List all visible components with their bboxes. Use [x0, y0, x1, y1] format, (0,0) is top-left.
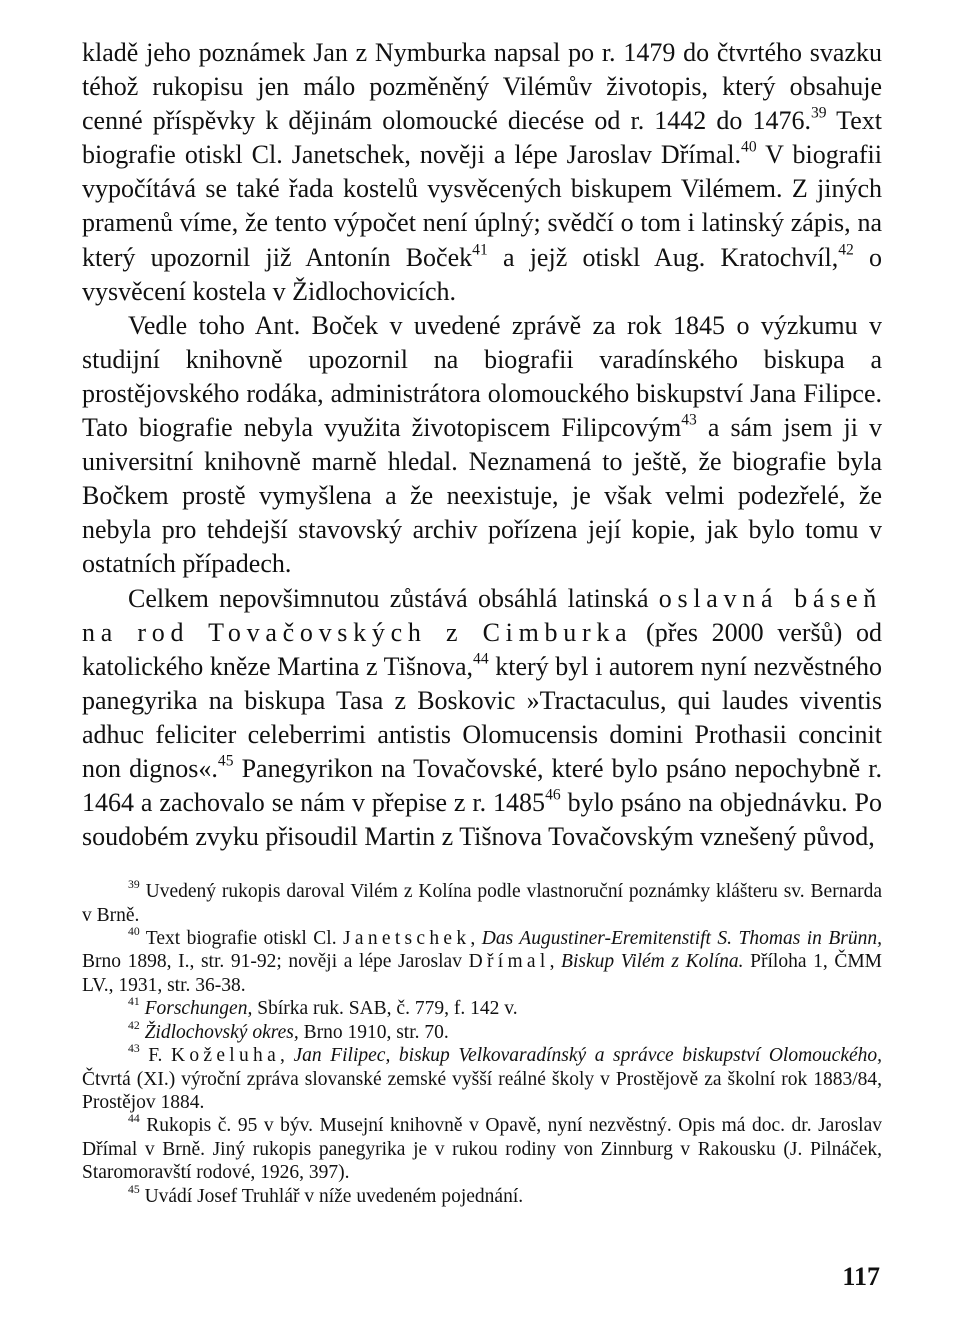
text-run: Vedle toho Ant. Boček v uvedené zprávě za rok 1845 o výzkumu v studijní knihovně upozornil na biografii varadínského biskupa a prostějovského rodáka, administrátora olomouckého biskupství Jana Filipce. Tato biografie nebyla využita životopiscem Filipcovým [82, 310, 882, 443]
main-text [82, 36, 882, 854]
footnote-separator [82, 854, 882, 880]
text-run: (přes 2000 veršů) od katolického kněze Martina z Tišnova, [82, 617, 882, 681]
paragraph [82, 36, 882, 309]
text-run: Příloha 1, ČMM LV., 1931, str. 36-38. [82, 951, 883, 996]
spaced-text: oslavná báseň na rod Tovačovských z Cimburka [82, 583, 883, 647]
text-run: Brno 1898, I., str. 91-92; nověji a lépe Jaroslav [82, 951, 469, 973]
text-run: Brno 1910, str. 70. [298, 1021, 449, 1043]
footnote-reference: 41 [472, 240, 488, 258]
text-run: Text biografie otiskl Cl. Janetschek, nověji a lépe Jaroslav Dřímal. [82, 106, 882, 170]
footnote-number: 42 [128, 1018, 140, 1032]
footnote-number: 40 [128, 925, 140, 939]
text-run: a sám jsem ji v universitní knihovně marně hledal. Neznamená to ještě, že biografie byla Bočkem prostě vymyšlena a že neexistuje, je však velmi podezřelé, že nebyla pro tehdejší stavovský archiv pořízena její kopie, jak bylo tomu v ostatních případech. [82, 413, 882, 579]
text-run: Panegyrikon na Tovačovské, které bylo psáno nepochybně r. 1464 a zachovalo se nám v přepise z r. 1485 [82, 753, 882, 818]
footnote [82, 1114, 882, 1184]
footnote-reference: 42 [838, 240, 854, 258]
text-run: Sbírka ruk. SAB, č. 779, f. 142 v. [252, 998, 518, 1020]
page [82, 36, 882, 1208]
footnote [82, 880, 882, 927]
text-run: Celkem nepovšimnutou zůstává obsáhlá latinská [128, 583, 659, 613]
text-run: kladě jeho poznámek Jan z Nymburka napsal po r. 1479 do čtvrtého svazku téhož rukopisu jen málo pozměněný Vilémův životopis, který obsahuje cenné příspěvky k dějinám olomoucké diecése od r. 1442 do 1476. [82, 38, 882, 136]
text-run: Čtvrtá (XI.) výroční zpráva slovanské zemské vyšší reálné školy v Prostějově za školní rok 1883/84, Prostějov 1884. [82, 1068, 882, 1113]
footnote [82, 1044, 882, 1114]
text-run: , [280, 1045, 294, 1067]
footnote-reference: 44 [473, 650, 489, 667]
italic-text: Das Augustiner-Eremitenstift S. Thomas in Brünn, [481, 928, 882, 950]
footnote-number: 45 [128, 1182, 140, 1196]
text-run: F. [148, 1045, 171, 1067]
footnote-reference: 39 [810, 104, 827, 122]
text-run: Text biografie otiskl Cl. [145, 928, 344, 950]
footnote [82, 1018, 882, 1044]
footnotes [82, 880, 882, 1208]
footnote-reference: 45 [217, 752, 234, 770]
footnote-number: 44 [128, 1112, 140, 1126]
paragraph [82, 582, 882, 855]
text-run: Uvádí Josef Truhlář v níže uvedeném pojednání. [144, 1185, 524, 1207]
text-run: který byl i autorem nyní nezvěstného panegyrika na biskupa Tasa z Boskovic »Tractaculus, qui laudes viventis adhuc feliciter celeberrimi antistis Olomucensis domini Prothasii concinit non dignos«. [82, 651, 882, 783]
footnote [82, 927, 882, 997]
text-run: Uvedený rukopis daroval Vilém z Kolína podle vlastnoruční poznámky klášteru sv. Bernarda v Brně. [82, 881, 883, 926]
footnote-number: 39 [128, 878, 140, 892]
spaced-text: Dřímal [468, 951, 550, 973]
text-run: V biografii vypočítává se také řada kostelů vysvěcených biskupem Vilémem. Z jiných pramenů víme, že tento výpočet není úplný; svědčí o tom i latinský zápis, na který upozornil již Antonín Boček [82, 140, 882, 272]
footnote-reference: 40 [741, 138, 757, 156]
text-run: a jejž otiskl Aug. Kratochvíl, [487, 242, 839, 272]
spaced-text: Koželuha [171, 1045, 281, 1067]
footnote [82, 997, 882, 1020]
footnote-reference: 43 [681, 411, 697, 429]
footnote [82, 1182, 882, 1208]
italic-text: Forschungen, [144, 998, 253, 1020]
italic-text: Židlochovský okres, [144, 1021, 299, 1043]
text-run: , [549, 951, 562, 973]
text-run: o vysvěcení kostela v Židlochovicích. [82, 242, 883, 306]
footnote-number: 43 [128, 1042, 140, 1056]
italic-text: Jan Filipec, biskup Velkovaradínský a správce biskupství Olomouckého, [293, 1045, 883, 1067]
text-run: bylo psáno na objednávku. Po soudobém zvyku přisoudil Martin z Tišnova Tovačovským vznešený původ, [82, 788, 882, 852]
text-run: Rukopis č. 95 v býv. Musejní knihovně v Opavě, nyní nezvěstný. Opis má doc. dr. Jaroslav Dřímal v Brně. Jiný rukopis panegyrika je v rukou rodiny von Zinnburg v Rakousku (J. Pilnáček, Staromoravští rodové, 1926, 397). [82, 1115, 882, 1184]
page-number: 117 [842, 1262, 880, 1291]
spaced-text: Janetschek [343, 928, 471, 950]
footnote-number: 41 [128, 995, 140, 1009]
text-run: , [470, 928, 482, 950]
italic-text: Biskup Vilém z Kolína. [561, 951, 744, 973]
paragraph [82, 309, 882, 582]
footnote-reference: 46 [545, 786, 561, 804]
